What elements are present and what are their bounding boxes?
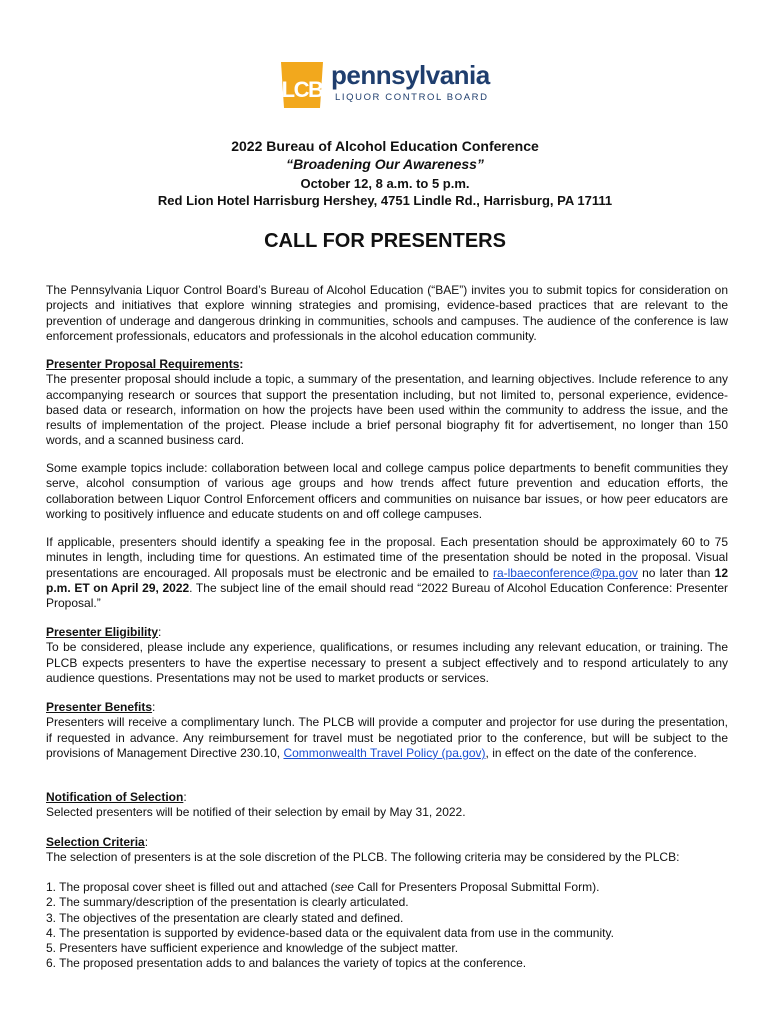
page-title: CALL FOR PRESENTERS: [264, 230, 506, 252]
eligibility-heading: Presenter Eligibility: [46, 625, 159, 639]
eligibility-section: [46, 625, 728, 686]
criteria-item: 5. Presenters have sufficient experience and knowledge of the subject matter.: [46, 941, 459, 956]
svg-text:LCB: LCB: [281, 77, 323, 102]
submission-text-3: . The subject line of the email should read “2022 Bureau of Alcohol Education Conference: Presenter Proposal.”: [46, 580, 728, 611]
submission-text-2: no later than: [637, 565, 715, 580]
criteria-item: 3. The objectives of the presentation are clearly stated and defined.: [46, 910, 404, 925]
notification-section: [46, 790, 728, 821]
criteria-intro: The selection of presenters is at the sole discretion of the PLCB. The following criteria may be considered by the PLCB:: [46, 850, 680, 865]
email-link[interactable]: ra-lbaeconference@pa.gov: [492, 565, 638, 580]
criteria-item: 1. The proposal cover sheet is filled out and attached (see Call for Presenters Proposal Submittal Form).: [46, 880, 600, 894]
submission-section: [46, 535, 728, 611]
requirements-section: [46, 357, 728, 449]
travel-policy-link[interactable]: Commonwealth Travel Policy (pa.gov): [283, 745, 486, 760]
requirements-heading: Presenter Proposal Requirements: [46, 357, 240, 371]
eligibility-colon: :: [158, 625, 162, 639]
logo-wordmark: pennsylvania: [331, 60, 490, 90]
intro-section: [46, 283, 728, 344]
conference-date: October 12, 8 a.m. to 5 p.m.: [300, 176, 470, 191]
criteria-colon: :: [144, 835, 149, 849]
benefits-heading: Presenter Benefits: [46, 700, 153, 714]
example-topics-paragraph: Some example topics include: collaboration between local and college campus police departments to benefit communities they serve, alcohol consumption of various age groups and how trends affect future prevention and education efforts, the collaboration between Liquor Control Enforcement officers and communities on nuisance bar issues, or how peer educators are working to positively influence and educate students on and off college campuses.: [46, 461, 728, 521]
requirements-paragraph: The presenter proposal should include a topic, a summary of the presentation, and learning objectives. Include reference to any accompanying research or sources that support the presentation including, but not limited to, personal experience, evidence-based data or research, information on how the projects have been used within the community to address the issue, and the results of implementation of the project. Please include a brief personal biography fit for advertisement, no longer than 150 words, and a scanned business card.: [46, 372, 728, 448]
conference-location: Red Lion Hotel Harrisburg Hershey, 4751 Lindle Rd., Harrisburg, PA 17111: [157, 193, 613, 208]
requirements-colon: :: [239, 357, 244, 371]
benefits-text-1: Presenters will receive a complimentary lunch. The PLCB will provide a computer and projector for use during the presentation, if requested in advance. Any reimbursement for travel must be negotiated prior to the conference, but will be subject to the provisions of Management Directive 230.10,: [46, 715, 728, 760]
criteria-list: [46, 880, 728, 972]
submission-text-1: If applicable, presenters should identify a speaking fee in the proposal. Each presentation should be approximately 60 to 75 minutes in length, including time for questions. An estimated time of the presentation should be noted in the proposal. Visual presentations are encouraged. All proposals must be electronic and be emailed to: [46, 535, 728, 580]
criteria-item: 4. The presentation is supported by evidence-based data or the equivalent data from use in the community.: [46, 925, 614, 940]
criteria-item: 2. The summary/description of the presentation is clearly articulated.: [46, 895, 409, 910]
criteria-section: [46, 835, 728, 866]
notification-heading: Notification of Selection: [46, 790, 184, 804]
notification-paragraph: Selected presenters will be notified of their selection by email by May 31, 2022.: [46, 805, 466, 820]
conference-subtitle: “Broadening Our Awareness”: [286, 156, 484, 172]
benefits-colon: :: [152, 700, 156, 714]
plcb-logo: [277, 60, 497, 110]
benefits-text-2: , in effect on the date of the conference.: [485, 745, 697, 760]
logo-subtitle: LIQUOR CONTROL BOARD: [335, 92, 489, 103]
example-topics-section: [46, 461, 728, 522]
submission-deadline: 12 p.m. ET on April 29, 2022: [46, 565, 728, 595]
criteria-item: 6. The proposed presentation adds to and balances the variety of topics at the conference.: [46, 956, 527, 971]
notification-colon: :: [183, 790, 187, 804]
lcb-keystone-icon: [277, 60, 327, 110]
intro-paragraph: The Pennsylvania Liquor Control Board’s Bureau of Alcohol Education (“BAE”) invites you to submit topics for consideration on projects and initiatives that explore winning strategies and promising, evidence-based practices that are relevant to the prevention of underage and dangerous drinking in communities, schools and campuses. The audience of the conference is law enforcement professionals, educators and professionals in the alcohol education community.: [46, 283, 728, 343]
conference-title: 2022 Bureau of Alcohol Education Conference: [231, 138, 539, 154]
eligibility-paragraph: To be considered, please include any experience, qualifications, or resumes including any relevant education, or training. The PLCB expects presenters to have the expertise necessary to present a subject effectively and to respond articulately to any audience questions. Presentations may not be used to market products or services.: [46, 640, 728, 685]
criteria-heading: Selection Criteria: [46, 835, 145, 849]
benefits-section: [46, 700, 728, 761]
